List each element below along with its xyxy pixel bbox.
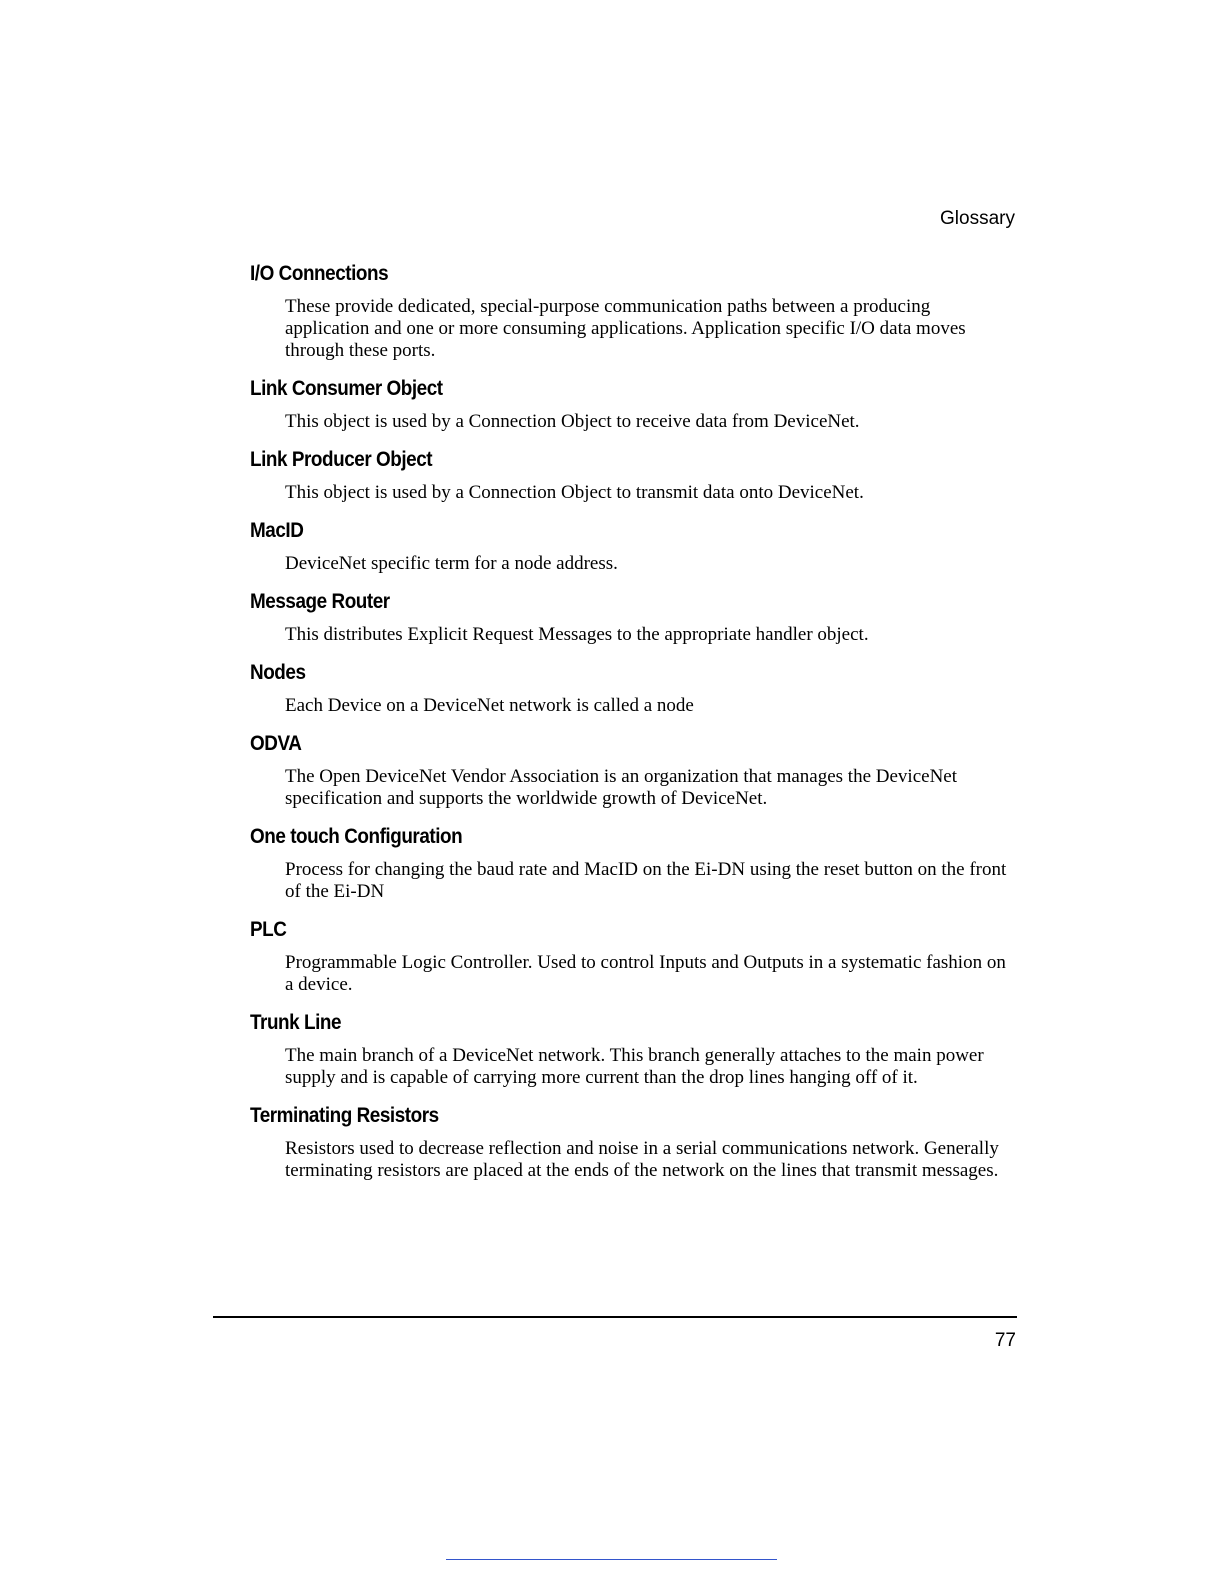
term-definition: Programmable Logic Controller. Used to control Inputs and Outputs in a systematic fashion on a device. <box>285 952 1006 995</box>
glossary-entry-plc <box>250 918 1020 996</box>
glossary-entry-odva <box>250 732 1020 810</box>
term-heading: Link Consumer Object <box>250 377 443 400</box>
glossary-entry-message-router <box>250 590 1020 646</box>
term-definition: The Open DeviceNet Vendor Association is an organization that manages the DeviceNet specification and supports the worldwide growth of DeviceNet. <box>285 766 958 809</box>
term-definition: The main branch of a DeviceNet network. This branch generally attaches to the main power supply and is capable of carrying more current than the drop lines hanging off of it. <box>285 1045 984 1088</box>
bottom-divider <box>446 1559 777 1560</box>
glossary-list <box>250 262 1020 1197</box>
term-definition: Each Device on a DeviceNet network is called a node <box>285 695 694 716</box>
page-number: 77 <box>994 1330 1016 1351</box>
glossary-entry-macid <box>250 519 1020 575</box>
term-definition: This object is used by a Connection Object to receive data from DeviceNet. <box>285 411 860 432</box>
glossary-entry-link-consumer-object <box>250 377 1020 433</box>
term-definition: Process for changing the baud rate and MacID on the Ei-DN using the reset button on the front of the Ei-DN <box>285 859 1007 902</box>
term-heading: Nodes <box>250 661 306 684</box>
term-definition: These provide dedicated, special-purpose communication paths between a producing application and one or more consuming applications. Application specific I/O data moves through these ports. <box>285 296 966 361</box>
term-heading: ODVA <box>250 732 302 755</box>
glossary-entry-nodes <box>250 661 1020 717</box>
term-definition: Resistors used to decrease reflection and noise in a serial communications network. Generally terminating resistors are placed at the ends of the network on the lines that transmit messages. <box>285 1138 999 1181</box>
term-definition: This object is used by a Connection Object to transmit data onto DeviceNet. <box>285 482 864 503</box>
glossary-entry-trunk-line <box>250 1011 1020 1089</box>
glossary-entry-one-touch-configuration <box>250 825 1020 903</box>
glossary-entry-terminating-resistors <box>250 1104 1020 1182</box>
term-heading: Terminating Resistors <box>250 1104 439 1127</box>
term-heading: MacID <box>250 519 304 542</box>
glossary-entry-io-connections <box>250 262 1020 362</box>
term-heading: I/O Connections <box>250 262 389 285</box>
term-heading: Message Router <box>250 590 390 613</box>
glossary-entry-link-producer-object <box>250 448 1020 504</box>
term-heading: One touch Configuration <box>250 825 463 848</box>
term-heading: Trunk Line <box>250 1011 342 1034</box>
term-heading: PLC <box>250 918 287 941</box>
footer-divider <box>213 1316 1017 1318</box>
term-heading: Link Producer Object <box>250 448 433 471</box>
term-definition: DeviceNet specific term for a node address. <box>285 553 618 574</box>
running-header: Glossary <box>940 208 1015 229</box>
term-definition: This distributes Explicit Request Messages to the appropriate handler object. <box>285 624 869 645</box>
